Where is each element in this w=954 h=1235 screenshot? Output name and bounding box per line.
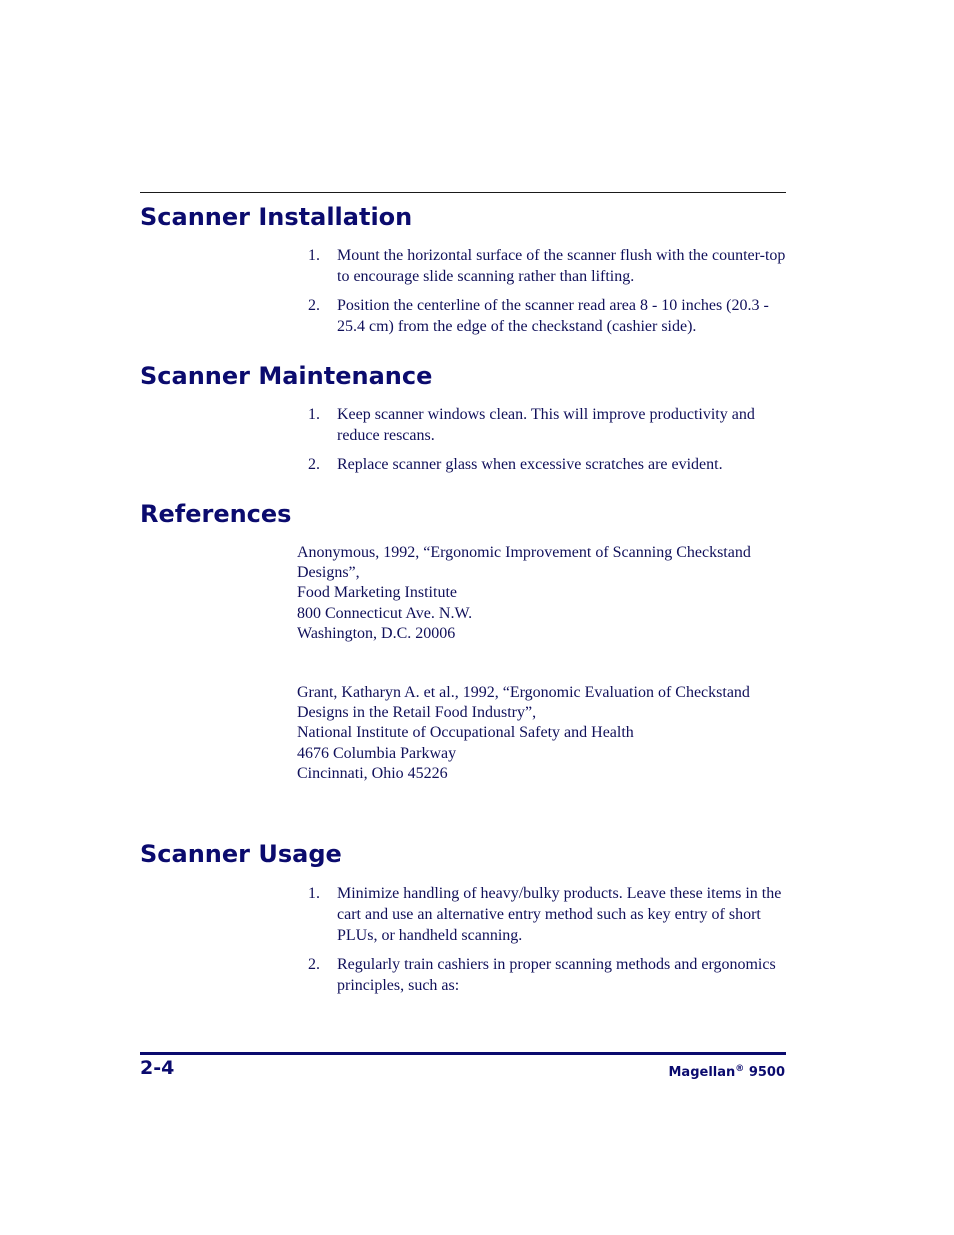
list-item-text: Minimize handling of heavy/bulky products. Leave these items in the cart and use an alternative entry method such as key entry of short PLUs, or handheld scanning. — [337, 885, 782, 944]
list-item — [300, 404, 786, 446]
reference-line: Grant, Katharyn A. et al., 1992, “Ergonomic Evaluation of Checkstand Designs in the Retail Food Industry”, — [297, 684, 750, 722]
product-name: Magellan — [668, 1065, 736, 1080]
list-item-text: Position the centerline of the scanner read area 8 - 10 inches (20.3 - 25.4 cm) from the edge of the checkstand (cashier side). — [337, 297, 769, 335]
list-item-number: 1. — [308, 406, 320, 423]
page-number: 2-4 — [140, 1057, 175, 1079]
product-model: 9500 — [748, 1065, 785, 1080]
list-item-text: Replace scanner glass when excessive scratches are evident. — [337, 456, 723, 473]
reference-line: 800 Connecticut Ave. N.W. — [297, 604, 473, 622]
maintenance-list — [300, 404, 786, 483]
footer-rule — [140, 1052, 786, 1055]
usage-list — [300, 883, 786, 1004]
list-item-number: 2. — [308, 297, 320, 314]
list-item — [300, 245, 786, 287]
heading-scanner-installation: Scanner Installation — [140, 203, 413, 231]
list-item — [300, 454, 786, 475]
footer-product-name — [669, 1060, 786, 1082]
installation-list — [300, 245, 786, 345]
list-item-number: 2. — [308, 956, 320, 973]
heading-scanner-usage: Scanner Usage — [140, 840, 342, 868]
list-item — [300, 295, 786, 337]
top-rule — [140, 192, 786, 193]
reference-line: Cincinnati, Ohio 45226 — [297, 764, 448, 782]
registered-mark: ® — [735, 1064, 745, 1074]
reference-line: National Institute of Occupational Safety and Health — [297, 724, 634, 742]
list-item-number: 1. — [308, 885, 320, 902]
heading-references: References — [140, 500, 292, 528]
list-item-number: 2. — [308, 456, 320, 473]
reference-line: Anonymous, 1992, “Ergonomic Improvement of Scanning Checkstand Designs”, — [297, 544, 751, 582]
list-item — [300, 954, 786, 996]
list-item-number: 1. — [308, 247, 320, 264]
reference-entry — [297, 683, 786, 784]
list-item-text: Mount the horizontal surface of the scanner flush with the counter-top to encourage slide scanning rather than lifting. — [337, 247, 786, 285]
list-item-text: Keep scanner windows clean. This will improve productivity and reduce rescans. — [337, 406, 755, 444]
list-item — [300, 883, 786, 946]
heading-scanner-maintenance: Scanner Maintenance — [140, 362, 433, 390]
reference-line: Washington, D.C. 20006 — [297, 624, 456, 642]
list-item-text: Regularly train cashiers in proper scanning methods and ergonomics principles, such as: — [337, 956, 776, 994]
reference-line: Food Marketing Institute — [297, 584, 457, 602]
reference-entry — [297, 543, 786, 644]
reference-line: 4676 Columbia Parkway — [297, 744, 457, 762]
